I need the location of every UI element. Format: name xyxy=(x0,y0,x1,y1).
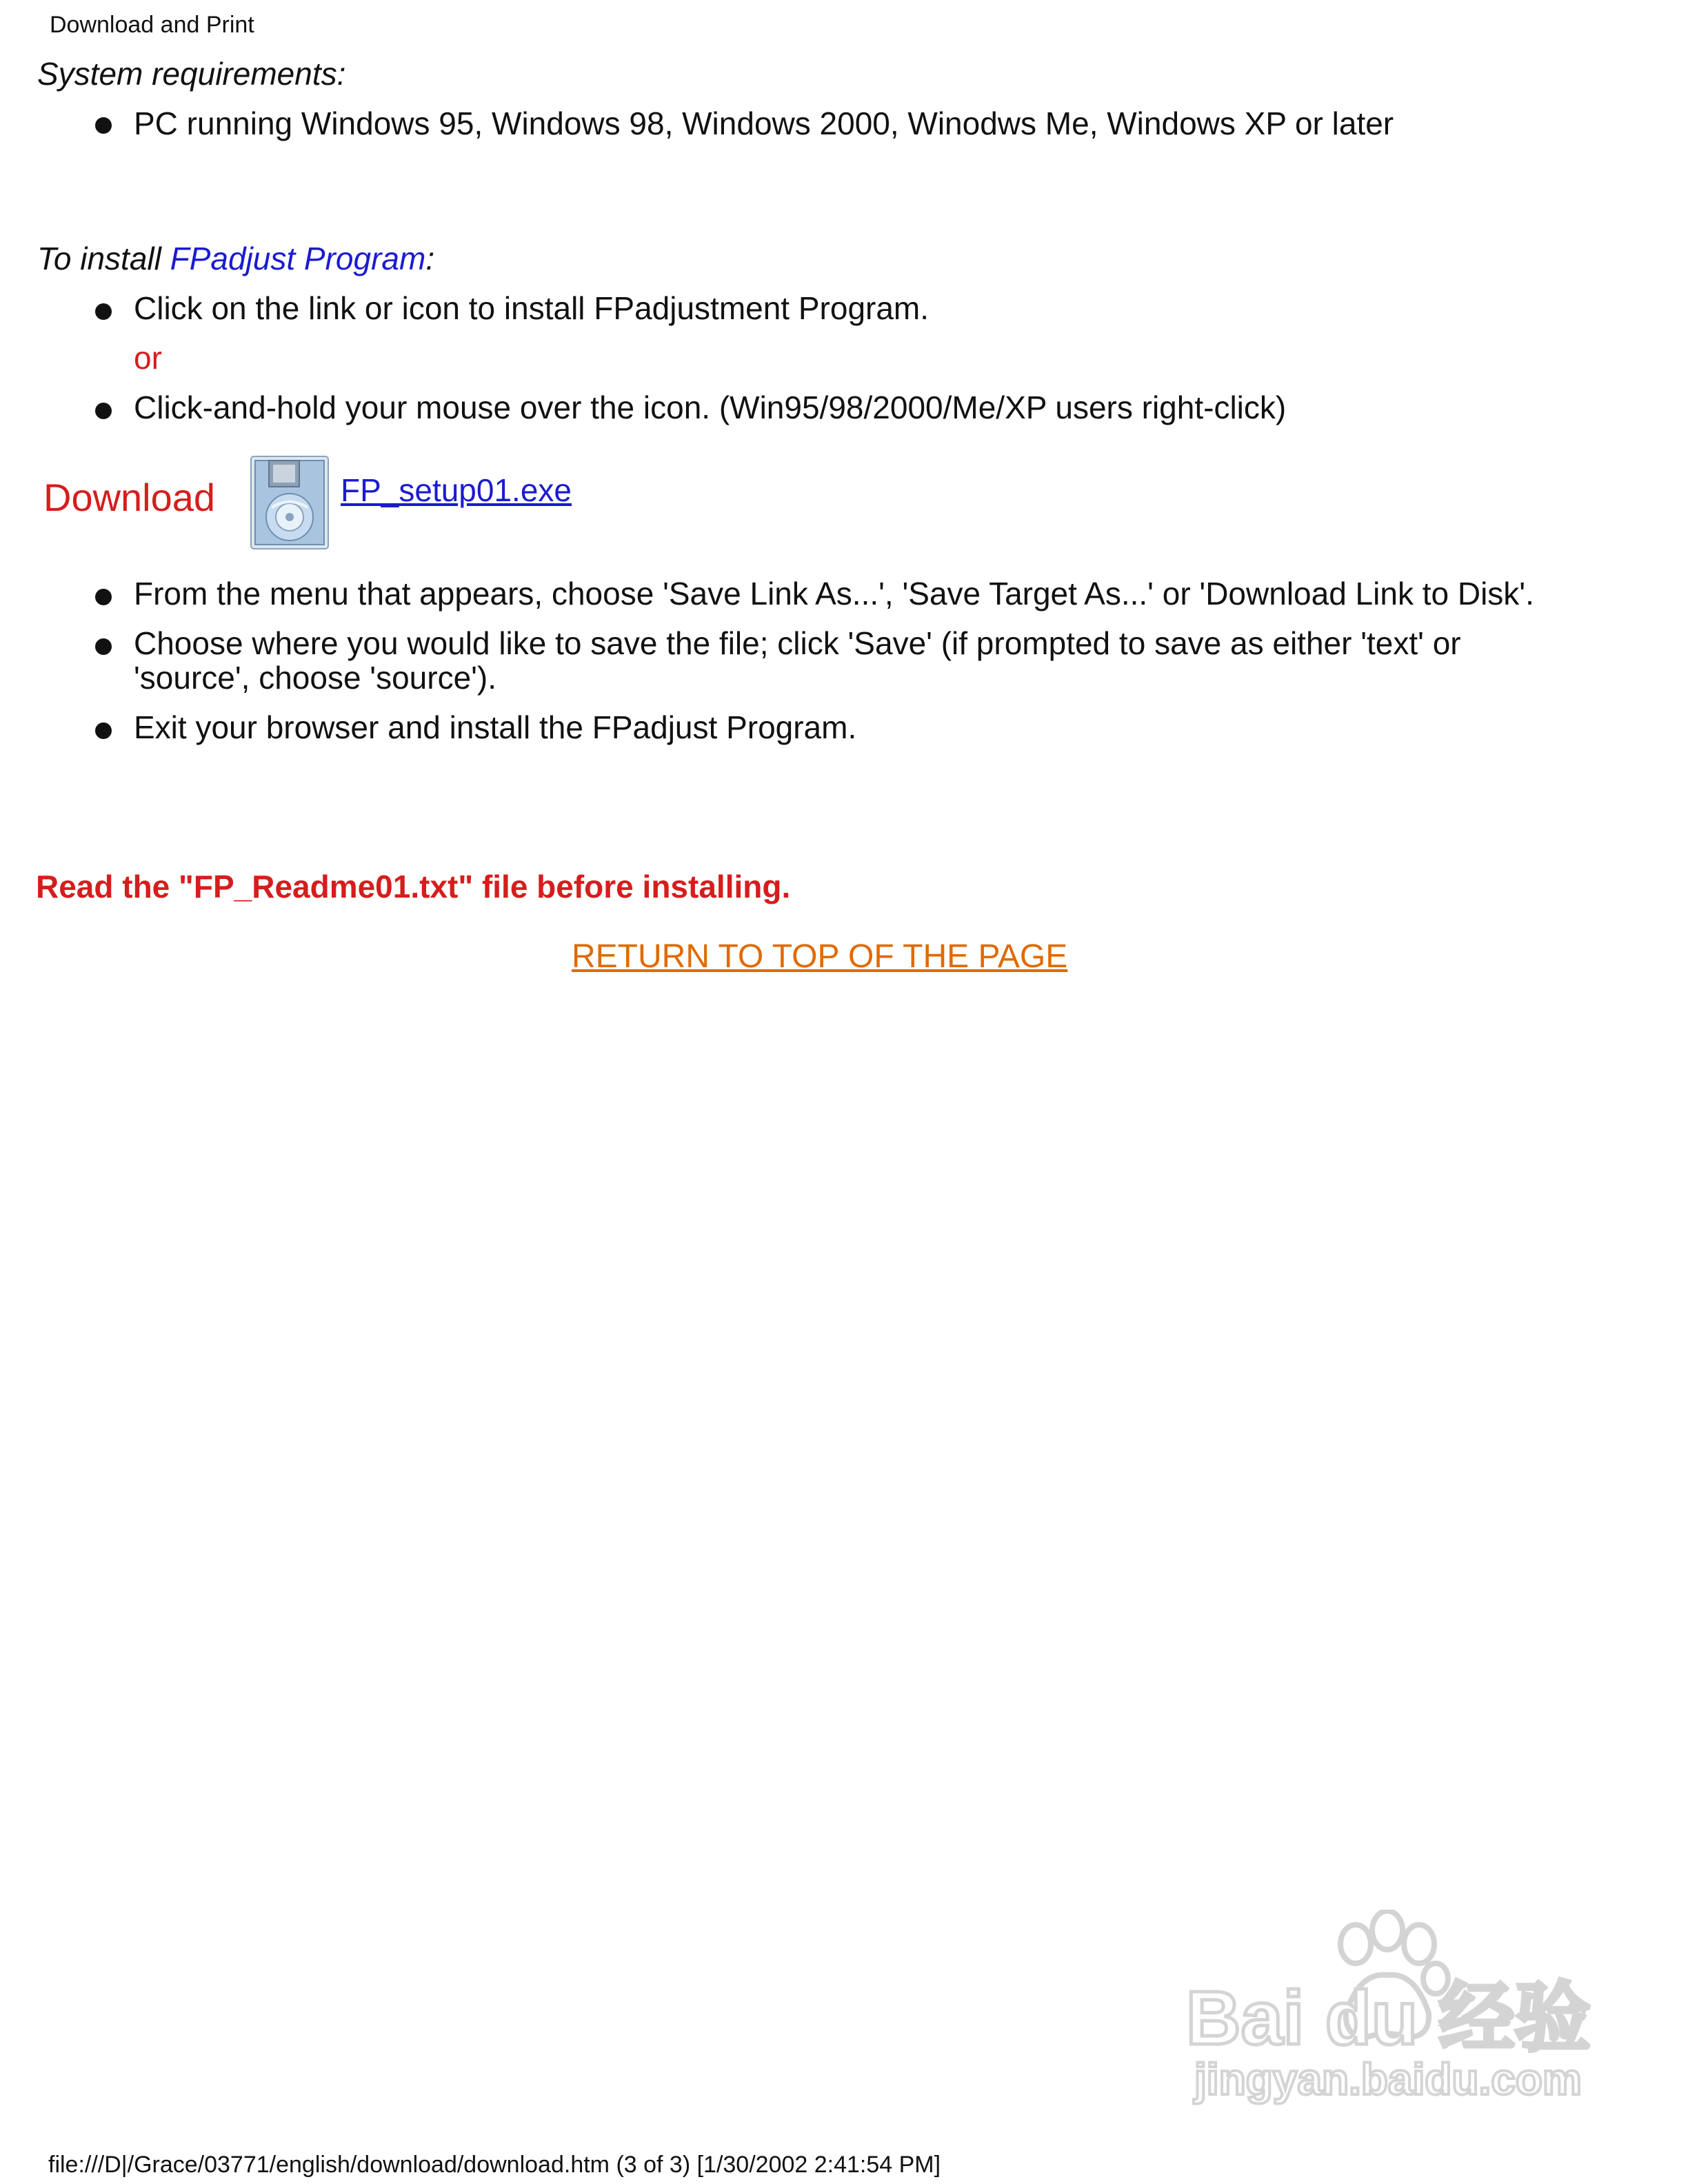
bullet-icon xyxy=(95,117,112,134)
save-step-1: From the menu that appears, choose 'Save Link As...', 'Save Target As...' or 'Download Link to Disk'. xyxy=(134,576,1534,611)
file-download-link[interactable]: FP_setup01.exe xyxy=(341,472,572,508)
bullet-icon xyxy=(95,638,112,655)
bullet-icon xyxy=(95,722,112,739)
floppy-disk-icon[interactable] xyxy=(248,455,331,552)
bullet-icon xyxy=(95,303,112,320)
watermark-brand-text: Bai du 经验 xyxy=(1186,1976,1591,2061)
bullet-icon xyxy=(95,589,112,605)
save-step-2-line-2: 'source', choose 'source'). xyxy=(134,660,497,696)
download-label: Download xyxy=(43,476,216,519)
save-step-3: Exit your browser and install the FPadjust Program. xyxy=(134,709,857,745)
bullet-icon xyxy=(95,403,112,419)
return-to-top-link[interactable]: RETURN TO TOP OF THE PAGE xyxy=(572,938,1068,975)
install-step-2: Click-and-hold your mouse over the icon. (Win95/98/2000/Me/XP users right-click) xyxy=(134,390,1287,425)
install-heading-prefix: To install xyxy=(37,241,170,276)
baidu-watermark-logo xyxy=(1180,1910,1594,2110)
save-step-2-line-1: Choose where you would like to save the file; click 'Save' (if prompted to save as either 'text' or xyxy=(134,625,1461,661)
install-step-1: Click on the link or icon to install FPadjustment Program. xyxy=(134,290,930,326)
install-heading-suffix: : xyxy=(425,241,435,276)
requirement-item: PC running Windows 95, Windows 98, Windows 2000, Winodws Me, Windows XP or later xyxy=(134,105,1394,141)
page-header-title: Download and Print xyxy=(50,12,254,38)
system-requirements-heading: System requirements: xyxy=(37,56,346,92)
readme-warning: Read the "FP_Readme01.txt" file before installing. xyxy=(36,869,791,904)
footer-file-path: file:///D|/Grace/03771/english/download/download.htm (3 of 3) [1/30/2002 2:41:54 PM] xyxy=(48,2152,941,2178)
fpadjust-program-link[interactable]: FPadjust Program xyxy=(170,241,426,276)
or-separator: or xyxy=(134,340,162,376)
install-heading xyxy=(37,239,434,279)
watermark-url-text: jingyan.baidu.com xyxy=(1194,2054,1582,2104)
